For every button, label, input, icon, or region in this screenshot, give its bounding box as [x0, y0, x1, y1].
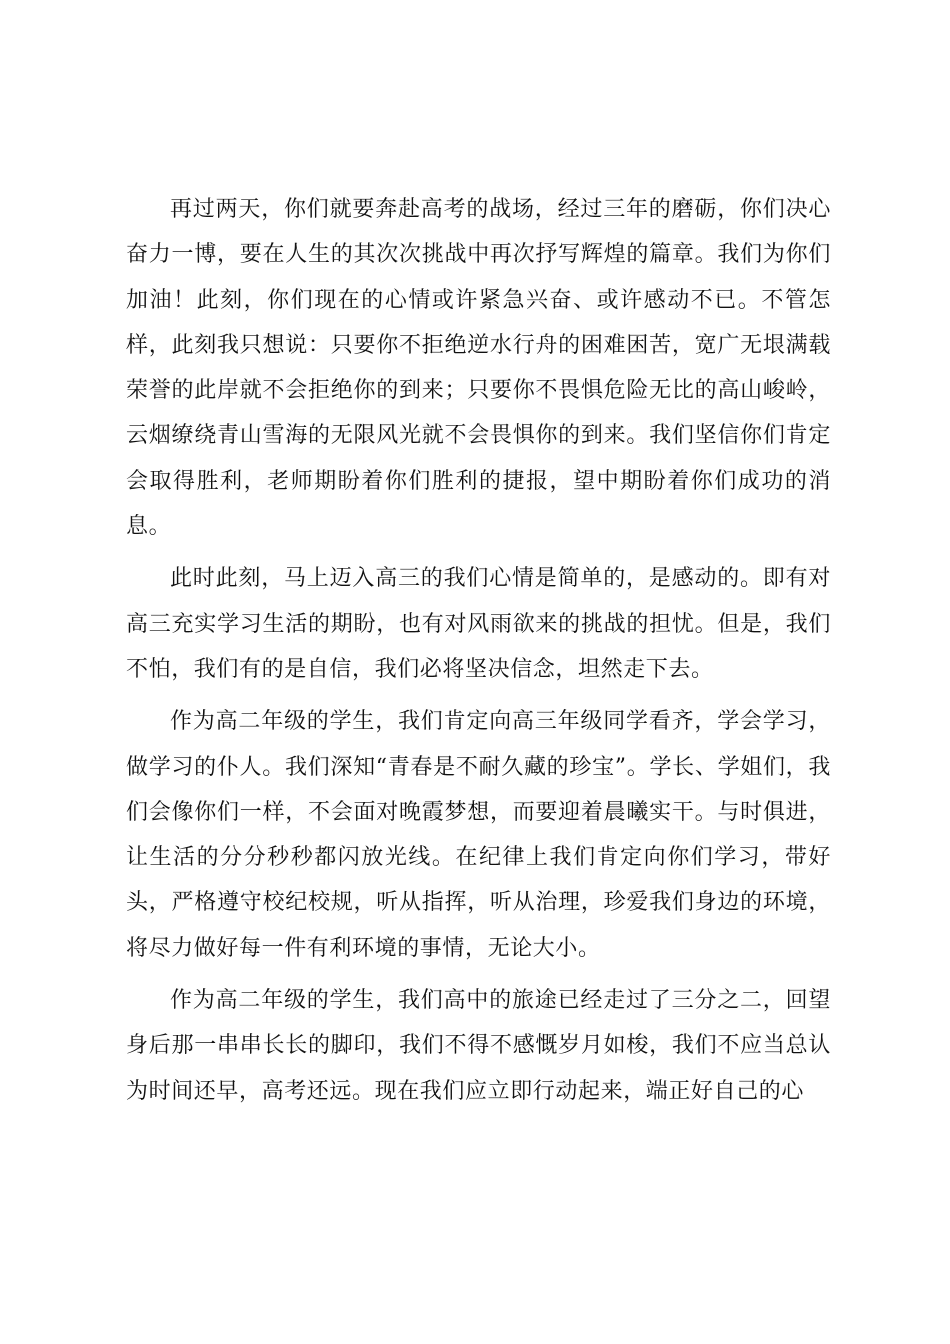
paragraph-3: 作为高二年级的学生，我们肯定向高三年级同学看齐，学会学习，做学习的仆人。我们深知“青春是不耐久藏的珍宝”。学长、学姐们，我们会像你们一样，不会面对晚霞梦想，而要迎着晨曦实干。与时俱进，让生活的分分秒秒都闪放光线。在纪律上我们肯定向你们学习，带好头，严格遵守校纪校规，听从指挥，听从治理，珍爱我们身边的环境，将尽力做好每一件有利环境的事情，无论大小。 — [126, 709, 831, 961]
paragraph-1: 再过两天，你们就要奔赴高考的战场，经过三年的磨砺，你们决心奋力一博，要在人生的其次次挑战中再次抒写辉煌的篇章。我们为你们加油！此刻，你们现在的心情或许紧急兴奋、或许感动不已。不管怎样，此刻我只想说：只要你不拒绝逆水行舟的困难困苦，宽广无垠满载荣誉的此岸就不会拒绝你的到来；只要你不畏惧危险无比的高山峻岭，云烟缭绕青山雪海的无限风光就不会畏惧你的到来。我们坚信你们肯定会取得胜利，老师期盼着你们胜利的捷报，望中期盼着你们成功的消息。 — [126, 197, 831, 540]
paragraph-2: 此时此刻，马上迈入高三的我们心情是简单的，是感动的。即有对高三充实学习生活的期盼，也有对风雨欲来的挑战的担忧。但是，我们不怕，我们有的是自信，我们必将坚决信念，坦然走下去。 — [126, 566, 831, 682]
paragraph-4: 作为高二年级的学生，我们高中的旅途已经走过了三分之二，回望身后那一串串长长的脚印，我们不得不感慨岁月如梭，我们不应当总认为时间还早，高考还远。现在我们应立即行动起来，端正好自己的心 — [126, 988, 831, 1104]
document-body — [126, 187, 831, 1121]
